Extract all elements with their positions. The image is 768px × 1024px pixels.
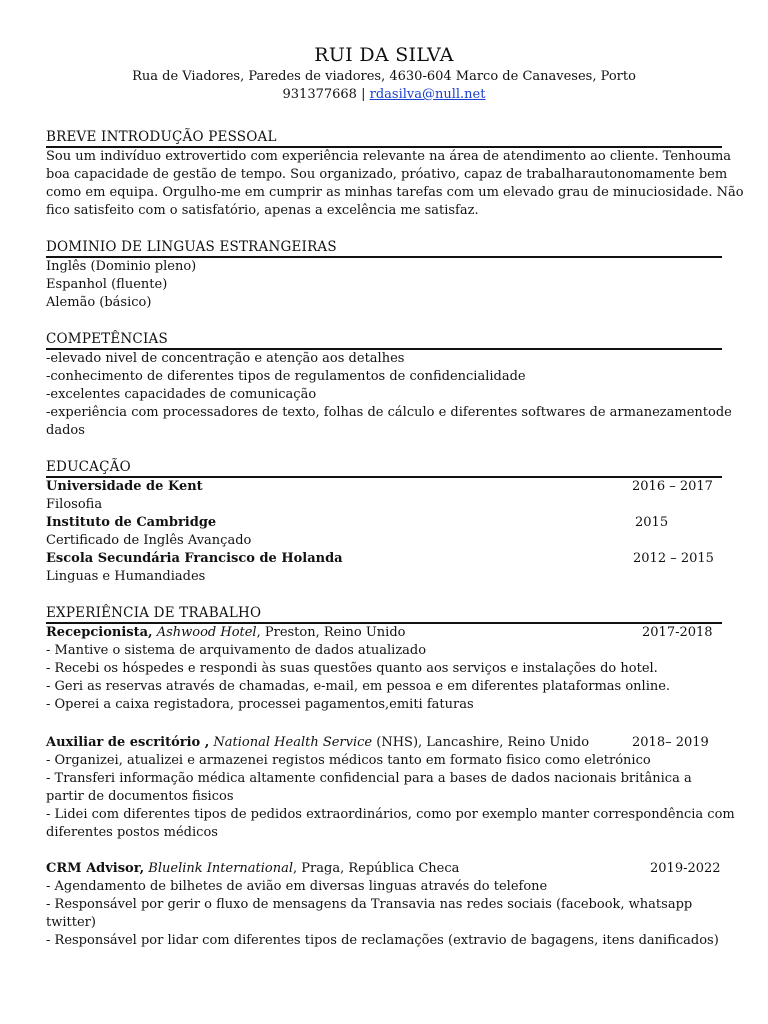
job-bullet: - Transferi informação médica altamente confidencial para a bases de dados nacionais britânica a xyxy=(46,771,692,786)
job-header xyxy=(46,860,722,878)
course-name: Certificado de Inglês Avançado xyxy=(46,533,252,548)
language-item: Espanhol (fluente) xyxy=(46,277,168,292)
job-bullet: twitter) xyxy=(46,915,96,930)
education-years: 2015 xyxy=(635,515,669,530)
education-entry-header xyxy=(46,478,722,496)
school-name: Instituto de Cambridge xyxy=(46,515,217,530)
job-role: CRM Advisor, xyxy=(46,861,145,876)
job-years: 2019-2022 xyxy=(650,861,721,876)
intro-line: boa capacidade de gestão de tempo. Sou organizado, próativo, capaz de trabalharautonomamente bem xyxy=(46,167,728,182)
spacer xyxy=(46,586,722,602)
spacer xyxy=(46,312,722,328)
school-name: Escola Secundária Francisco de Holanda xyxy=(46,551,343,566)
skill-item: -conhecimento de diferentes tipos de regulamentos de confidencialidade xyxy=(46,369,526,384)
intro-line: fico satisfeito com o satisfatório, apenas a excelência me satisfaz. xyxy=(46,203,479,218)
school-name: Universidade de Kent xyxy=(46,479,203,494)
job-years: 2018– 2019 xyxy=(632,735,709,750)
section-title-education: EDUCAÇÃO xyxy=(46,456,722,478)
job-bullet: - Recebi os hóspedes e respondi às suas questões quanto aos serviços e instalações do hotel. xyxy=(46,661,658,676)
job-employer: Ashwood Hotel xyxy=(156,625,257,640)
job-bullet: partir de documentos fisicos xyxy=(46,789,234,804)
spacer xyxy=(46,440,722,456)
job-header xyxy=(46,624,722,642)
job-bullet: diferentes postos médicos xyxy=(46,825,218,840)
job-bullet: - Agendamento de bilhetes de avião em diversas linguas através do telefone xyxy=(46,879,548,894)
job-employer: National Health Service xyxy=(213,735,373,750)
email-link[interactable]: rdasilva@null.net xyxy=(369,87,486,102)
intro-line: Sou um indivíduo extrovertido com experiência relevante na área de atendimento ao cliente. Tenhouma xyxy=(46,149,732,164)
language-item: Alemão (básico) xyxy=(46,295,152,310)
course-name: Linguas e Humandiades xyxy=(46,569,206,584)
course-name: Filosofia xyxy=(46,497,103,512)
education-years: 2016 – 2017 xyxy=(632,479,713,494)
section-title-skills: COMPETÊNCIAS xyxy=(46,328,722,350)
spacer xyxy=(46,220,722,236)
job-years: 2017-2018 xyxy=(642,625,713,640)
resume-header xyxy=(0,42,768,104)
job-location: , Preston, Reino Unido xyxy=(256,625,406,640)
intro-paragraph xyxy=(46,148,744,220)
section-title-languages: DOMINIO DE LINGUAS ESTRANGEIRAS xyxy=(46,236,722,258)
job-bullet: - Lidei com diferentes tipos de pedidos extraordinários, como por exemplo manter correspondência com xyxy=(46,807,735,822)
contact-separator: | xyxy=(361,87,366,102)
phone-number: 931377668 xyxy=(282,87,357,102)
section-title-intro: BREVE INTRODUÇÃO PESSOAL xyxy=(46,126,722,148)
job-bullet: - Geri as reservas através de chamadas, e-mail, em pessoa e em diferentes plataformas online. xyxy=(46,679,671,694)
job-bullet: - Organizei, atualizei e armazenei registos médicos tanto em formato fisico como eletrónico xyxy=(46,753,651,768)
job-location: , Praga, República Checa xyxy=(293,861,460,876)
job-location: (NHS), Lancashire, Reino Unido xyxy=(372,735,590,750)
spacer xyxy=(46,714,722,734)
spacer xyxy=(46,842,722,860)
intro-line: como em equipa. Orgulho-me em cumprir as minhas tarefas com um elevado grau de minuciosidade. Não xyxy=(46,185,744,200)
job-role: Auxiliar de escritório , xyxy=(46,735,210,750)
job-bullet: - Responsável por lidar com diferentes tipos de reclamações (extravio de bagagens, itens danificados) xyxy=(46,933,719,948)
skill-item: -elevado nivel de concentração e atenção aos detalhes xyxy=(46,351,405,366)
skill-item: -excelentes capacidades de comunicação xyxy=(46,387,317,402)
language-item: Inglês (Dominio pleno) xyxy=(46,259,197,274)
job-header xyxy=(46,734,722,752)
job-bullet: - Mantive o sistema de arquivamento de dados atualizado xyxy=(46,643,427,658)
contact-line xyxy=(0,86,768,104)
address: Rua de Viadores, Paredes de viadores, 4630-604 Marco de Canaveses, Porto xyxy=(132,69,636,84)
job-bullet: - Responsável por gerir o fluxo de mensagens da Transavia nas redes sociais (facebook, whatsapp xyxy=(46,897,693,912)
job-employer: Bluelink International xyxy=(148,861,294,876)
education-entry-header xyxy=(46,514,722,532)
resume-body xyxy=(46,126,744,950)
education-entry-header xyxy=(46,550,722,568)
section-title-experience: EXPERIÊNCIA DE TRABALHO xyxy=(46,602,722,624)
skill-item: -experiência com processadores de texto, folhas de cálculo e diferentes softwares de armanezamentode xyxy=(46,405,732,420)
candidate-name: RUI DA SILVA xyxy=(314,44,454,66)
skill-item: dados xyxy=(46,423,85,438)
job-bullet: - Operei a caixa registadora, processei pagamentos,emiti faturas xyxy=(46,697,474,712)
education-years: 2012 – 2015 xyxy=(633,551,714,566)
job-role: Recepcionista, xyxy=(46,625,153,640)
